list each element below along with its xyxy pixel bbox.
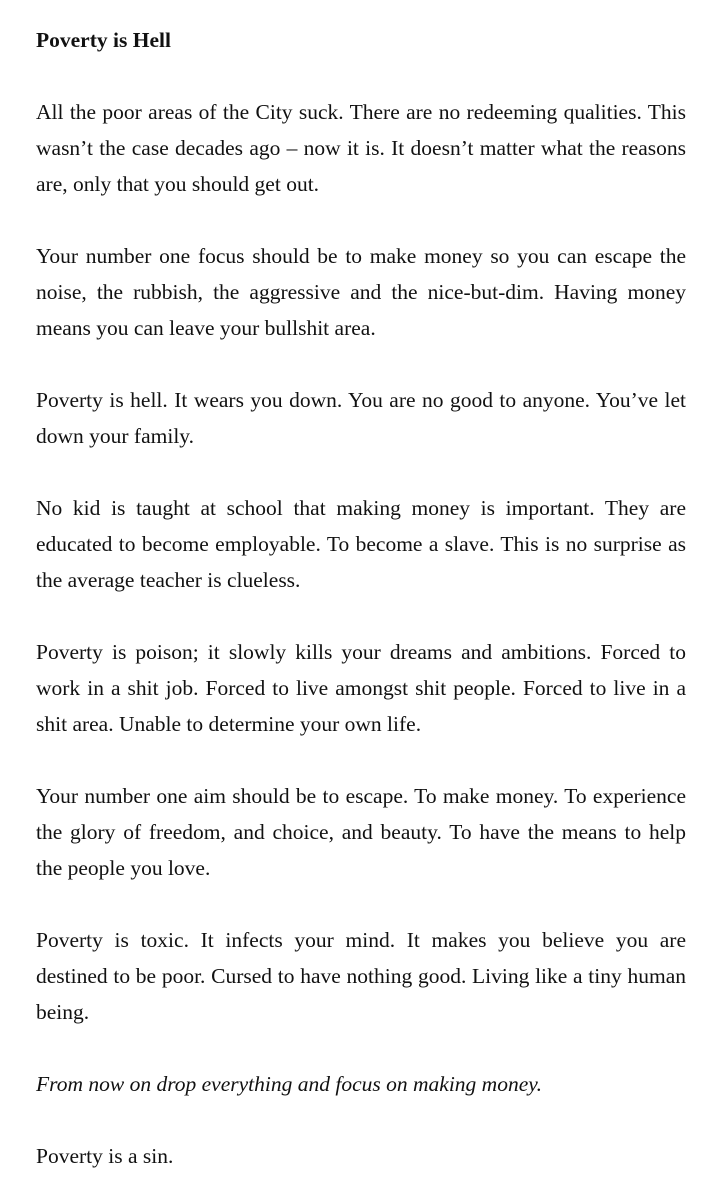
paragraph: Poverty is hell. It wears you down. You are no good to anyone. You’ve let down your family. <box>36 388 686 448</box>
closing-paragraph: Poverty is a sin. <box>36 1144 174 1168</box>
paragraph: Your number one focus should be to make money so you can escape the noise, the rubbish, the aggressive and the nice-but-dim. Having money means you can leave your bullshit area. <box>36 244 686 340</box>
paragraph: Poverty is toxic. It infects your mind. It makes you believe you are destined to be poor. Cursed to have nothing good. Living like a tiny human being. <box>36 928 686 1024</box>
document-page <box>36 22 686 1174</box>
italic-paragraph: From now on drop everything and focus on making money. <box>36 1072 542 1096</box>
paragraph: No kid is taught at school that making money is important. They are educated to become employable. To become a slave. This is no surprise as the average teacher is clueless. <box>36 496 686 592</box>
paragraph: Poverty is poison; it slowly kills your dreams and ambitions. Forced to work in a shit job. Forced to live amongst shit people. Forced to live in a shit area. Unable to determine your own life. <box>36 640 686 736</box>
paragraph: Your number one aim should be to escape. To make money. To experience the glory of freedom, and choice, and beauty. To have the means to help the people you love. <box>36 784 686 880</box>
document-title: Poverty is Hell <box>36 28 171 52</box>
paragraph: All the poor areas of the City suck. There are no redeeming qualities. This wasn’t the case decades ago – now it is. It doesn’t matter what the reasons are, only that you should get out. <box>36 100 686 196</box>
